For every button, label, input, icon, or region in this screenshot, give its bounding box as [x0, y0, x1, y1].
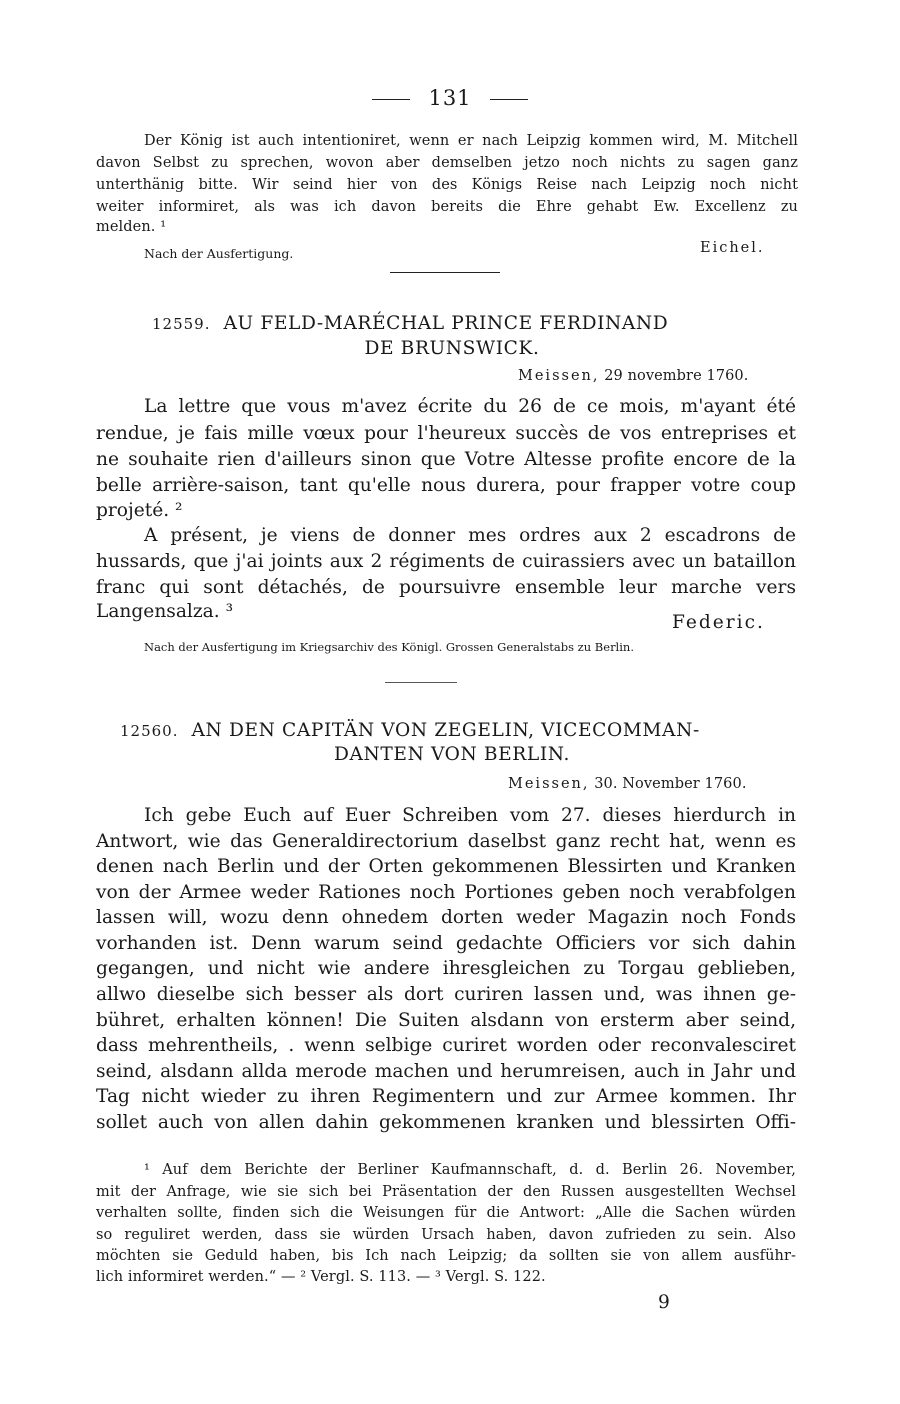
footnote-line: mit der Anfrage, wie sie sich bei Präsentation der den Russen ausgestellten Wechsel — [96, 1184, 796, 1200]
letter-number: 12559. — [152, 315, 211, 333]
letter-title: AN DEN CAPITÄN VON ZEGELIN, VICECOMMAN- — [191, 720, 700, 741]
footnote-line: lich informiret werden.“ — ² Vergl. S. 113. — ³ Vergl. S. 122. — [96, 1269, 546, 1285]
letter-line: bühret, erhalten können! Die Suiten alsdann von ersterm aber seind, — [96, 1010, 796, 1031]
top-line: unterthänig bitte. Wir seind hier von des Königs Reise nach Leipzig noch nicht — [96, 177, 798, 193]
letter-line: vorhanden ist. Denn warum seind gedachte Officiers vor sich dahin — [96, 933, 796, 954]
letter-heading — [152, 313, 668, 334]
letter-line: von der Armee weder Rationes noch Portiones geben noch verabfolgen — [96, 882, 796, 903]
letter-line: gegangen, und nicht wie andere ihresgleichen zu Torgau geblieben, — [96, 958, 796, 979]
letter-line: hussards, que j'ai joints aux 2 régiments de cuirassiers avec un bataillon — [96, 551, 796, 572]
letter-title-line2: DANTEN VON BERLIN. — [333, 744, 570, 765]
letter-line: Ich gebe Euch auf Euer Schreiben vom 27. dieses hierdurch in — [144, 805, 796, 826]
top-line: davon Selbst zu sprechen, wovon aber demselben jetzo noch nichts zu sagen ganz — [96, 155, 798, 171]
letter-line: Langensalza. ³ — [96, 601, 234, 622]
letter-dateline: Meissen, 30. November 1760. — [508, 776, 747, 792]
letter-line: projeté. ² — [96, 500, 183, 521]
section-divider — [385, 682, 457, 683]
right-dash — [490, 99, 528, 100]
letter-line: denen nach Berlin und der Orten gekommenen Blessirten und Kranken — [96, 856, 796, 877]
letter-signature: Federic. — [672, 612, 765, 633]
page-number — [0, 86, 900, 110]
letter-line: ne souhaite rien d'ailleurs sinon que Votre Altesse profite encore de la — [96, 449, 796, 470]
letter-title: AU FELD-MARÉCHAL PRINCE FERDINAND — [223, 313, 669, 334]
footnote-line: möchten sie Geduld haben, bis Ich nach Leipzig; da sollten sie von allem ausführ- — [96, 1248, 796, 1264]
footnote-line: so reguliret werden, dass sie würden Ursach haben, davon zufrieden zu sein. Also — [96, 1227, 796, 1243]
letter-title-line2: DE BRUNSWICK. — [364, 338, 540, 359]
letter-line: rendue, je fais mille vœux pour l'heureux succès de vos entreprises et — [96, 423, 796, 444]
section-divider — [390, 272, 500, 273]
letter-dateline: Meissen, 29 novembre 1760. — [518, 368, 749, 384]
top-source: Nach der Ausfertigung. — [144, 246, 294, 261]
letter-line: Tag nicht wieder zu ihren Regimentern und zur Armee kommen. Ihr — [96, 1086, 796, 1107]
letter-line: La lettre que vous m'avez écrite du 26 de ce mois, m'ayant été — [144, 396, 796, 417]
letter-line: allwo dieselbe sich besser als dort curiren lassen und, was ihnen ge- — [96, 984, 796, 1005]
letter-heading — [120, 720, 700, 741]
page-number-value: 131 — [428, 86, 472, 110]
top-signature: Eichel. — [700, 240, 765, 256]
letter-line: sollet auch von allen dahin gekommenen kranken und blessirten Offi- — [96, 1112, 796, 1133]
signature-mark: 9 — [658, 1292, 670, 1313]
letter-number: 12560. — [120, 722, 179, 740]
footnote-line: verhalten sollte, finden sich die Weisungen für die Antwort: „Alle die Sachen würden — [96, 1205, 796, 1221]
letter-line: lassen will, wozu denn ohnedem dorten weder Magazin noch Fonds — [96, 907, 796, 928]
top-line: weiter informiret, als was ich davon bereits die Ehre gehabt Ew. Excellenz zu — [96, 199, 798, 215]
letter-line: dass mehrentheils, . wenn selbige curiret worden oder reconvalesciret — [96, 1035, 796, 1056]
letter-line: belle arrière-saison, tant qu'elle nous durera, pour frapper votre coup — [96, 475, 796, 496]
top-line: Der König ist auch intentioniret, wenn er nach Leipzig kommen wird, M. Mitchell — [144, 133, 798, 149]
footnote-line: ¹ Auf dem Berichte der Berliner Kaufmannschaft, d. d. Berlin 26. November, — [144, 1162, 796, 1178]
left-dash — [372, 99, 410, 100]
letter-line: franc qui sont détachés, de poursuivre ensemble leur marche vers — [96, 577, 796, 598]
letter-source: Nach der Ausfertigung im Kriegsarchiv des Königl. Grossen Generalstabs zu Berlin. — [144, 640, 634, 654]
letter-line: A présent, je viens de donner mes ordres aux 2 escadrons de — [144, 525, 796, 546]
letter-line: Antwort, wie das Generaldirectorium daselbst ganz recht hat, wenn es — [96, 831, 796, 852]
top-line: melden. ¹ — [96, 219, 167, 235]
letter-line: seind, alsdann allda merode machen und herumreisen, auch in Jahr und — [96, 1061, 796, 1082]
